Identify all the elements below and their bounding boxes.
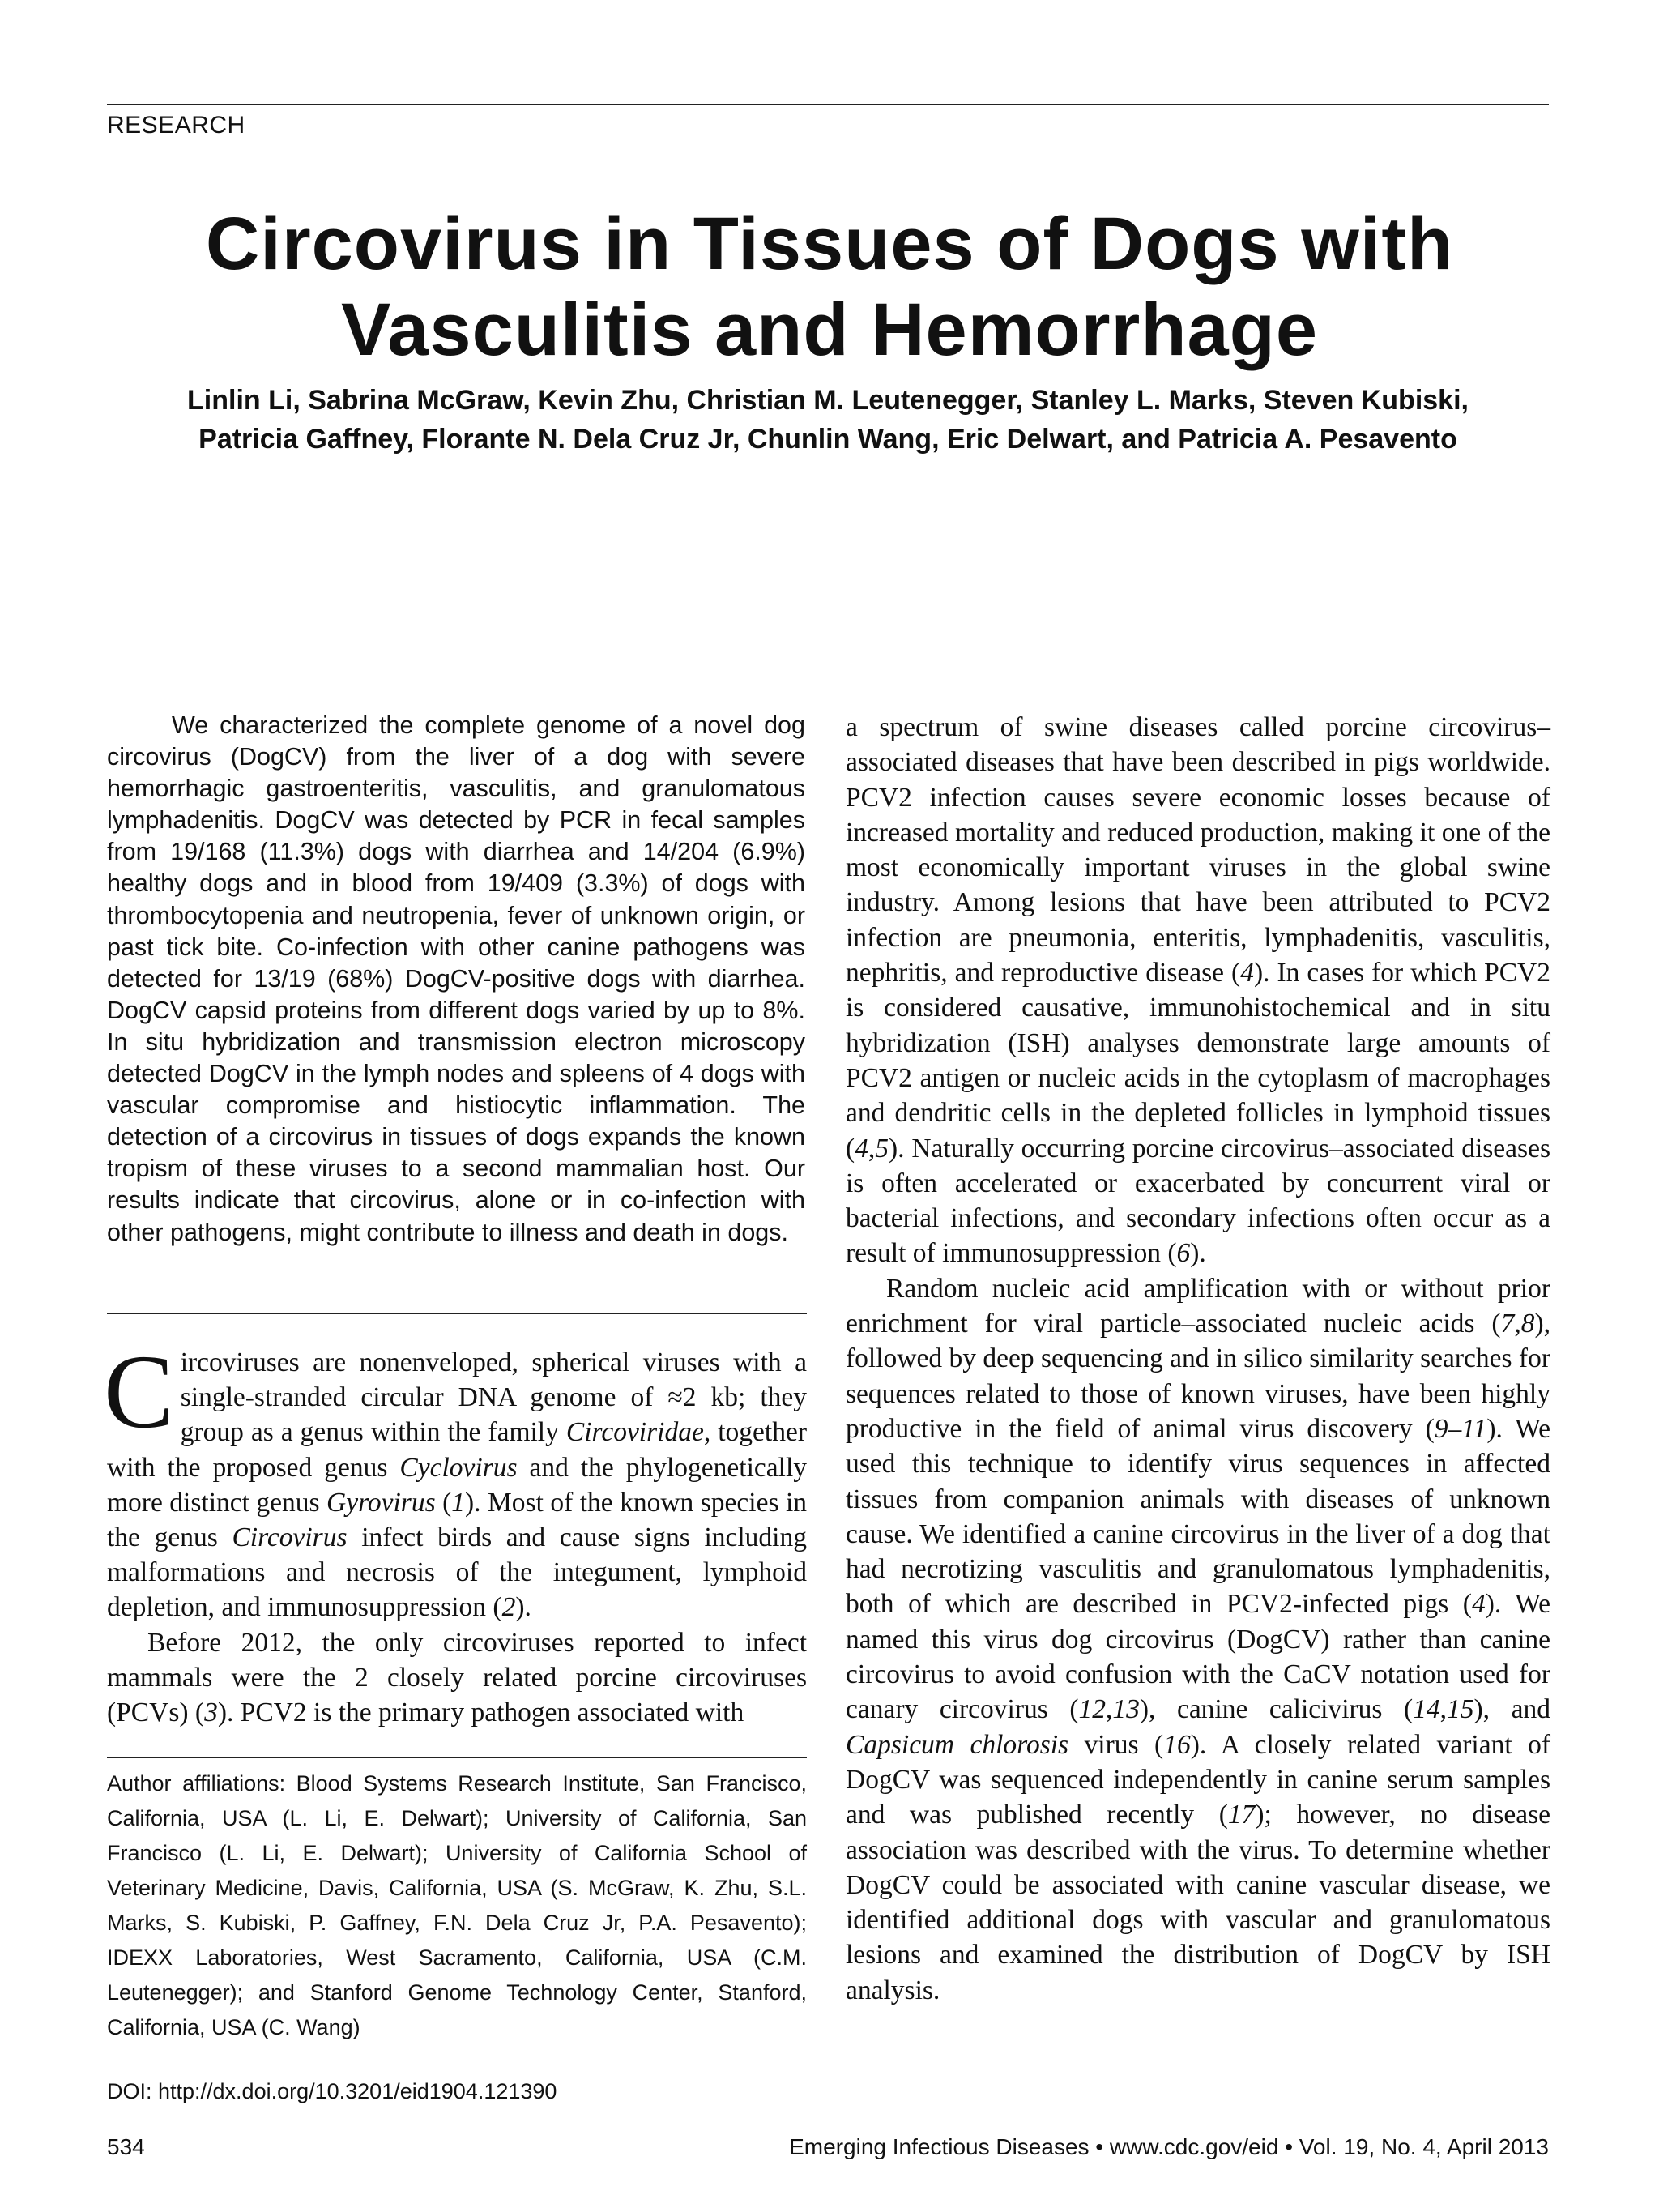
- body-paragraph: [104, 1334, 808, 1625]
- text-run: ).: [1190, 1238, 1206, 1269]
- text-run: ,: [1105, 1694, 1113, 1725]
- body-column-right: [846, 710, 1550, 2008]
- text-run: ). Naturally occurring porcine circovirus–associated diseases is often accelerated or exacerbated by concurrent viral or bacterial infections, and secondary infections often occur as a result of immunosuppression (: [846, 1133, 1550, 1269]
- text-run: ,: [1439, 1694, 1448, 1725]
- page-number: 534: [107, 2134, 145, 2159]
- abstract-rule: [107, 1313, 807, 1314]
- text-run: (: [435, 1487, 452, 1518]
- article-title: [81, 201, 1578, 373]
- citation-ref: 6: [1176, 1238, 1191, 1269]
- author-list: [107, 381, 1549, 459]
- text-run: ,: [868, 1133, 876, 1164]
- citation-ref: 15: [1447, 1694, 1474, 1725]
- citation-ref: 16: [1163, 1729, 1191, 1760]
- text-run: ). Most of the known species in the genus: [107, 1487, 808, 1553]
- text-run: virus (: [1068, 1729, 1164, 1760]
- citation-ref: 5: [875, 1133, 889, 1164]
- citation-ref: 8: [1520, 1309, 1535, 1339]
- text-run: ). In cases for which PCV2 is considered causative, immunohistochemical and in situ hybridization (ISH) analyses demonstrate large amounts of PCV2 antigen or nucleic acids in the cytoplasm of macrophages and dendritic cells in the depleted follicles in lymphoid tissues (: [846, 958, 1551, 1164]
- text-run: ), canine calicivirus (: [1139, 1694, 1414, 1725]
- text-run: ), and: [1473, 1694, 1550, 1725]
- author-affiliations: Author affiliations: Blood Systems Research Institute, San Francisco, California, USA (L. Li, E. Delwart); University of California, San Francisco (L. Li, E. Delwart); University of California School of Veterinary Medicine, Davis, California, USA (S. McGraw, K. Zhu, S.L. Marks, S. Kubiski, P. Gaffney, F.N. Dela Cruz Jr, P.A. Pesavento); IDEXX Laboratories, West Sacramento, California, USA (C.M. Leutenegger); and Stanford Genome Technology Center, Stanford, California, USA (C. Wang): [107, 1771, 807, 2039]
- italic-taxon: Gyrovirus: [326, 1487, 436, 1518]
- text-run: ), followed by deep sequencing and in silico similarity searches for sequences related to those of known viruses, have been highly productive in the field of animal virus discovery (: [846, 1309, 1550, 1444]
- text-run: Random nucleic acid amplification with or without prior enrichment for viral particle–associated nucleic acids (: [846, 1273, 1550, 1339]
- body-paragraph: [846, 710, 1550, 1271]
- italic-taxon: Capsicum chlorosis: [846, 1729, 1069, 1760]
- text-run: ,: [1514, 1309, 1521, 1339]
- text-run: ). A closely related variant of DogCV was sequenced independently in canine serum samples and was published recently (: [846, 1729, 1550, 1830]
- section-label: RESEARCH: [107, 112, 245, 139]
- title-line-2: Vasculitis and Hemorrhage: [340, 288, 1319, 371]
- text-run: ). We named this virus dog circovirus (DogCV) rather than canine circovirus to avoid confusion with the CaCV notation used for canary circovirus (: [846, 1589, 1550, 1725]
- doi-link[interactable]: DOI: http://dx.doi.org/10.3201/eid1904.121390: [107, 2079, 557, 2103]
- body-column-left: [104, 1334, 808, 1730]
- drop-cap: C: [104, 1334, 174, 1450]
- body-paragraph: [107, 1625, 807, 1731]
- citation-ref: 17: [1227, 1800, 1256, 1830]
- citation-ref: 4: [1471, 1589, 1486, 1620]
- citation-ref: 14: [1413, 1694, 1440, 1725]
- citation-ref: 3: [204, 1697, 218, 1728]
- journal-footer: Emerging Infectious Diseases • www.cdc.gov/eid • Vol. 19, No. 4, April 2013: [789, 2134, 1549, 2159]
- citation-ref: 4: [855, 1133, 868, 1164]
- citation-ref: 9–11: [1434, 1413, 1487, 1444]
- abstract: [107, 710, 805, 1249]
- citation-ref: 12: [1078, 1694, 1106, 1725]
- citation-ref: 4: [1240, 958, 1254, 989]
- title-line-1: Circovirus in Tissues of Dogs with: [205, 203, 1454, 285]
- citation-ref: 13: [1112, 1694, 1140, 1725]
- citation-ref: 2: [501, 1592, 516, 1623]
- abstract-text: We characterized the complete genome of a novel dog circovirus (DogCV) from the liver of a dog with severe hemorrhagic gastroenteritis, vasculitis, and granulomatous lymphadenitis. DogCV was detected by PCR in fecal samples from 19/168 (11.3%) dogs with diarrhea and 14/204 (6.9%) healthy dogs and in blood from 19/409 (3.3%) of dogs with thrombocytopenia and neutropenia, fever of unknown origin, or past tick bite. Co-infection with other canine pathogens was detected for 13/19 (68%) DogCV-positive dogs with diarrhea. DogCV capsid proteins from different dogs varied by up to 8%. In situ hybridization and transmission electron microscopy detected DogCV in the lymph nodes and spleens of 4 dogs with vascular compromise and histiocytic inflammation. The detection of a circovirus in tissues of dogs expands the known tropism of these viruses to a second mammalian host. Our results indicate that circovirus, alone or in co-infection with other pathogens, might contribute to illness and death in dogs.: [107, 711, 805, 1246]
- text-run: ircoviruses are nonenveloped, spherical viruses with a single-stranded circular DNA genome of ≈2 kb; they group as a genus within the family: [180, 1347, 807, 1448]
- citation-ref: 7: [1500, 1309, 1515, 1339]
- italic-taxon: Cyclovirus: [399, 1452, 518, 1483]
- text-run: ). We used this technique to identify virus sequences in affected tissues from companion animals with diseases of unknown cause. We identified a canine circovirus in the liver of a dog that had necrotizing vasculitis and granulomatous lymphadenitis, both of which are described in PCV2-infected pigs (: [846, 1413, 1551, 1620]
- text-run: a spectrum of swine diseases called porcine circovirus–associated diseases that have been described in pigs worldwide. PCV2 infection causes severe economic losses because of increased mortality and reduced production, making it one of the most economically important viruses in the global swine industry. Among lesions that have been attributed to PCV2 infection are pneumonia, enteritis, lymphadenitis, vasculitis, nephritis, and reproductive disease (: [846, 712, 1550, 989]
- body-paragraph: [846, 1271, 1550, 2008]
- header-rule: [107, 104, 1549, 105]
- text-run: infect birds and cause signs including malformations and necrosis of the integument, lymphoid depletion, and immunosuppression (: [107, 1522, 807, 1623]
- authors-line-2: Patricia Gaffney, Florante N. Dela Cruz Jr, Chunlin Wang, Eric Delwart, and Patricia A. Pesavento: [198, 424, 1457, 455]
- text-run: ).: [515, 1592, 531, 1623]
- citation-ref: 1: [451, 1487, 465, 1518]
- italic-taxon: Circovirus: [232, 1522, 348, 1553]
- text-run: , together with the proposed genus: [107, 1417, 807, 1483]
- affiliations-rule: [107, 1757, 807, 1758]
- italic-taxon: Circoviridae: [565, 1417, 704, 1448]
- authors-line-1: Linlin Li, Sabrina McGraw, Kevin Zhu, Christian M. Leutenegger, Stanley L. Marks, Steven Kubiski,: [187, 385, 1469, 416]
- text-run: ); however, no disease association was described with the virus. To determine whether DogCV could be associated with canine vascular disease, we identified additional dogs with vascular and granulomatous lesions and examined the distribution of DogCV by ISH analysis.: [846, 1800, 1550, 2005]
- text-run: ). PCV2 is the primary pathogen associated with: [217, 1697, 744, 1728]
- text-run: and the phylogenetically more distinct genus: [107, 1452, 808, 1518]
- text-run: Before 2012, the only circoviruses reported to infect mammals were the 2 closely related porcine circoviruses (PCVs) (: [107, 1627, 807, 1728]
